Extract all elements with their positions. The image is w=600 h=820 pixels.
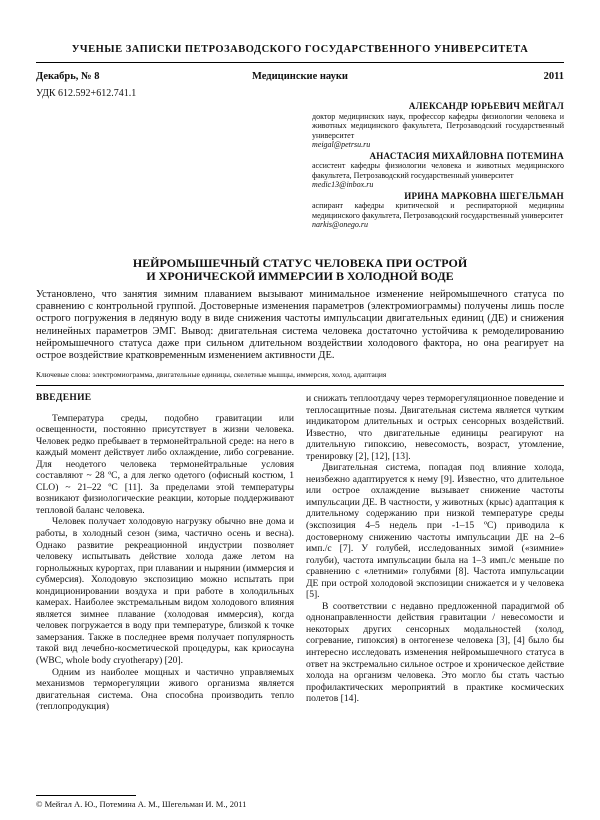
title-line: И ХРОНИЧЕСКОЙ ИММЕРСИИ В ХОЛОДНОЙ ВОДЕ [146, 269, 454, 283]
author-email[interactable]: narkis@onego.ru [312, 220, 369, 229]
paragraph: Температура среды, подобно гравитации или освещенности, постоянно присутствует в жизни человека. Человек редко пребывает в термонейтральной среде: на него в каждый момент действует либо охлаждение, либо согревание. Для неодетого человека термонейтральные условия составляют ~ 28 ºС, а для легко одетого (офисный костюм, 1 CLO) ~ 21–22 ºС [11]. За пределами этой температуры возникают физиологические реакции, которые поддерживают тепловой баланс человека. [36, 412, 294, 516]
paragraph: и снижать теплоотдачу через терморегуляционное поведение и теплосащитные позы. Двигательная система является чутким индикатором длительных и острых сенсорных воздействий. Известно, что двигательные единицы реагируют на длительную гипоксию, невесомость, возраст, утомление, тренировку [2], [12], [13]. [306, 393, 564, 462]
section-label: Медицинские науки [252, 71, 348, 82]
copyright-notice: © Мейгал А. Ю., Потемина А. М., Шегельман И. М., 2011 [36, 799, 247, 809]
issue-label: Декабрь, № 8 [36, 71, 100, 82]
section-heading: ВВЕДЕНИЕ [36, 393, 92, 403]
paragraph: В соответствии с недавно предложенной парадигмой об однонаправленности действия гравитации / невесомости и некоторых других сенсорных модальностей (холод, согревание, гипоксия) в онтогенезе человека [3], [4] было бы интересно исследовать изменения нейромышечного статуса в ответ на экстремально сильное острое и хроническое действие холода на организм человека. Это могло бы стать частью профилактических мероприятий в практике космических полетов [14]. [306, 600, 564, 705]
author-block [312, 102, 564, 232]
paragraph: Двигательная система, попадая под влияние холода, неизбежно адаптируется к нему [9]. Известно, что длительное или острое охлаждение вызывает снижение частоты импульсации ДЕ. В частности, у животных (крыс) адаптация к длительному содержанию при низкой температуре среды (экспозиция 4–5 недель при -1–15 ºС) приводила к достоверному снижению частоты импульсации ДЕ на 2–6 имп./с [7]. У голубей, исследованных зимой («зимние» голуби), частота импульсации была на 1–3 имп./с меньше по сравнению с «летними» голубями [8]. Частота импульсации ДЕ при острой холодовой экспозиции снижается и у человека [5]. [306, 462, 564, 601]
title-line: НЕЙРОМЫШЕЧНЫЙ СТАТУС ЧЕЛОВЕКА ПРИ ОСТРОЙ [132, 256, 468, 270]
abstract: Установлено, что занятия зимним плаванием вызывают минимальное изменение нейромышечного статуса по сравнению с контрольной группой. Достоверные изменения параметров (электромиограммы) получены лишь после острого погружения в ледяную воду в виде снижения частоты импульсации двигательных единиц (ДЕ) и снижения нелинейных параметров ЭМГ. Вывод: двигательная система человека достаточно устойчива к ремоделированию нейромышечного статуса даже при сильном длительном воздействии холодового фактора, но она реагирует на острое воздействие кратковременным изменением активности ДЕ. [36, 289, 564, 362]
paragraph: Одним из наиболее мощных и частично управляемых механизмов терморегуляции живого организма является двигательная система. Она способна производить тепло (теплопродукция) [36, 666, 294, 713]
author-entry [312, 192, 564, 230]
keywords-rule [36, 385, 564, 386]
author-affiliation: ассистент кафедры физиологии человека и животных медицинского факультета, Петрозаводский государственный университет [312, 161, 564, 180]
footnote-rule [36, 795, 136, 796]
left-column [36, 393, 294, 713]
author-name: АЛЕКСАНДР ЮРЬЕВИЧ МЕЙГАЛ [408, 101, 564, 111]
journal-title: УЧЕНЫЕ ЗАПИСКИ ПЕТРОЗАВОДСКОГО ГОСУДАРСТВЕННОГО УНИВЕРСИТЕТА [71, 44, 529, 55]
header-rule [36, 62, 564, 63]
author-affiliation: аспирант кафедры критической и респираторной медицины медицинского факультета, Петрозаводский государственный университет [312, 201, 564, 220]
author-entry [312, 102, 564, 150]
udc-code: УДК 612.592+612.741.1 [36, 88, 137, 99]
article-title [40, 257, 560, 283]
paragraph: Человек получает холодовую нагрузку обычно вне дома и работы, в холодный сезон (зима, частично осень и весна). Однако развитие рекреационной индустрии позволяет человеку испытывать действие холода даже летом на горнолыжных курортах, при плавании и нырянии (иммерсия и субмерсия). Холодовую экспозицию можно испытать при кондиционировании воздуха и при работе в холодильных камерах. Наиболее экстремальным видом холодового влияния является зимнее плавание (холодовая иммерсия), когда человек погружается в воду при температуре, близкой к точке замерзания. Также в последнее время получает популярность такой вид лечебно-косметической процедуры, как криосауна (WBC, whole body cryotherapy) [20]. [36, 516, 294, 667]
right-column [306, 393, 564, 705]
author-name: АНАСТАСИЯ МИХАЙЛОВНА ПОТЕМИНА [369, 150, 564, 161]
author-name: ИРИНА МАРКОВНА ШЕГЕЛЬМАН [404, 190, 564, 201]
author-affiliation: доктор медицинских наук, профессор кафедры физиологии человека и животных медицинского факультета, Петрозаводский государственный университет [312, 111, 564, 140]
author-email[interactable]: medic13@inbox.ru [312, 180, 374, 189]
year-label: 2011 [543, 71, 564, 82]
author-entry [312, 152, 564, 190]
author-email[interactable]: meigal@petrsu.ru [312, 140, 371, 149]
keywords: Ключевые слова: электромиограмма, двигательные единицы, скелетные мышцы, иммерсия, холод, адаптация [36, 370, 387, 379]
